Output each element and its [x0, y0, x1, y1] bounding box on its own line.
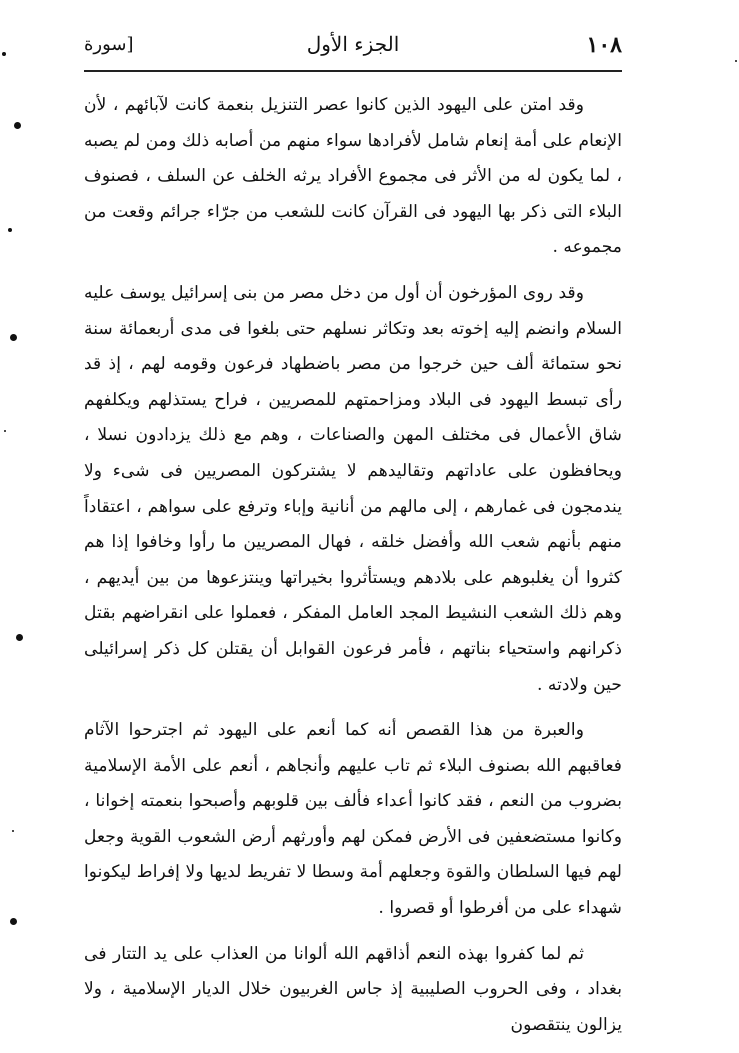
scan-speck — [10, 918, 17, 925]
scan-speck — [14, 122, 21, 129]
page-number: ١٠٨ — [586, 32, 622, 58]
scan-speck — [4, 430, 6, 432]
scan-speck — [10, 334, 17, 341]
scan-speck — [16, 634, 23, 641]
paragraph: وقد روى المؤرخون أن أول من دخل مصر من بنى إسرائيل يوسف عليه السلام وانضم إليه إخوته بعد وتكاثر نسلهم حتى بلغوا فى مدى أربعمائة سنة نحو ستمائة ألف حين خرجوا من مصر باضطهاد فرعون وقومه لهم ، إذ قد رأى تبسط اليهود فى البلاد ومزاحمتهم للمصريين ، فراح يستذلهم ويكلفهم شاق الأعمال فى مختلف المهن والصناعات ، وهم مع ذلك يزدادون نسلا ، ويحافظون على عاداتهم وتقاليدهم لا يشتركون المصريين فى شىء ولا يندمجون فى غمارهم ، إلى مالهم من أنانية وإباء وترفع على سواهم ، اعتقاداً منهم بأنهم شعب الله وأفضل خلقه ، فهال المصريين ما رأوا وخافوا إذا هم كثروا أن يغلبوهم على بلادهم ويستأثروا بخيراتها وينتزعوها من بين أيديهم ، وهم ذلك الشعب النشيط المجد العامل المفكر ، فعملوا على انقراضهم بقتل ذكرانهم واستحياء بناتهم ، فأمر فرعون القوابل أن يقتلن كل ذكر إسرائيلى حين ولادته . — [84, 282, 622, 695]
paragraph: والعبرة من هذا القصص أنه كما أنعم على اليهود ثم اجترحوا الآثام فعاقبهم الله بصنوف البلاء ثم تاب عليهم وأنجاهم ، أنعم على الأمة الإسلامية بضروب من النعم ، فقد كانوا أعداء فألف بين قلوبهم وأصبحوا بنعمته إخوانا ، وكانوا مستضعفين فى الأرض فمكن لهم وأورثهم أرض الشعوب القوية وجعل لهم فيها السلطان والقوة وجعلهم أمة وسطا لا تفريط لديها ولا إفراط ليكونوا شهداء على من أفرطوا أو قصروا . — [84, 720, 622, 919]
paragraph: وقد امتن على اليهود الذين كانوا عصر التنزيل بنعمة كانت لآبائهم ، لأن الإنعام على أمة إنعام شامل لأفرادها سواء منهم من أصابه ذلك ومن لم يصبه ، لما يكون له من الأثر فى مجموع الأفراد يرثه الخلف عن السلف ، فصنوف البلاء التى ذكر بها اليهود فى القرآن كانت للشعب من جرّاء جرائم وقعت من مجموعه . — [84, 95, 622, 258]
page-header — [84, 30, 622, 66]
header-rule — [84, 70, 622, 72]
scan-speck — [735, 60, 737, 62]
section-label: [سورة — [84, 34, 134, 55]
running-title: الجزء الأول — [306, 32, 400, 56]
scan-speck — [8, 228, 12, 232]
scan-speck — [12, 830, 14, 832]
scan-speck — [2, 52, 6, 56]
paragraph: ثم لما كفروا بهذه النعم أذاقهم الله ألوانا من العذاب على يد التتار فى بغداد ، وفى الحروب الصليبية إذ جاس الغربيون خلال الديار الإسلامية ، ولا يزالون ينتقصون — [84, 943, 622, 1035]
body-text — [84, 88, 622, 1053]
